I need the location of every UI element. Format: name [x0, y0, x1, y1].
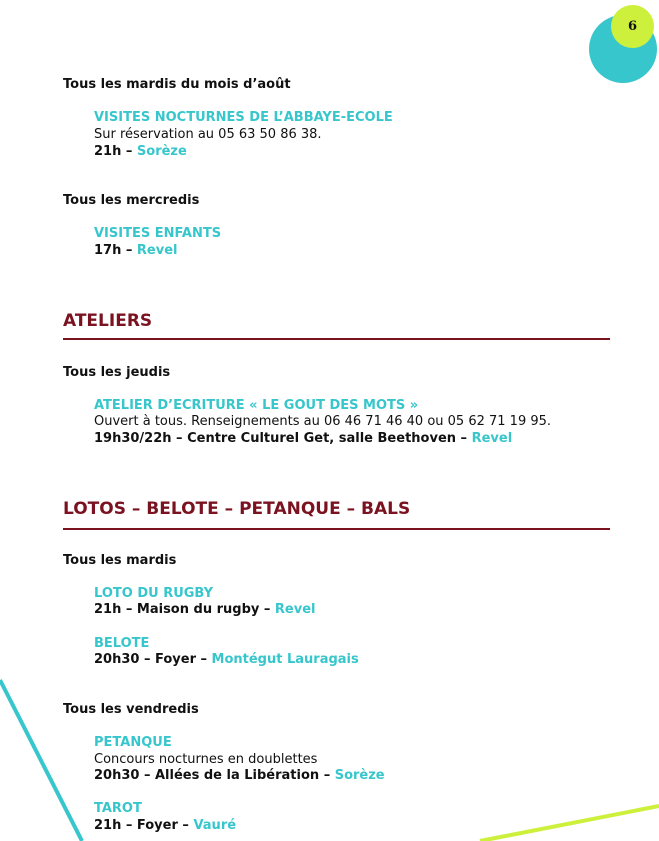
time-text: 17h – — [94, 243, 137, 258]
section-divider — [63, 528, 610, 530]
day-heading: Tous les mercredis — [63, 193, 200, 208]
event-place: Revel — [136, 243, 178, 258]
event-time — [94, 818, 236, 834]
event-place: Montégut Lauragais — [211, 652, 359, 667]
event-title: BELOTE — [94, 636, 150, 651]
time-text: 20h30 – Foyer – — [94, 652, 212, 667]
time-text: 21h – — [94, 144, 137, 159]
day-heading: Tous les mardis — [63, 553, 177, 568]
event-time — [94, 431, 512, 447]
event-time — [94, 602, 315, 618]
event-title: LOTO DU RUGBY — [94, 586, 214, 601]
event-place: Revel — [274, 602, 316, 617]
event-time — [94, 144, 187, 160]
event-place: Revel — [471, 431, 513, 446]
section-heading-ateliers: ATELIERS — [63, 311, 153, 331]
event-title: VISITES NOCTURNES DE L’ABBAYE-ECOLE — [94, 110, 393, 125]
event-note: Ouvert à tous. Renseignements au 06 46 71 46 40 ou 05 62 71 19 95. — [94, 414, 552, 429]
event-title: VISITES ENFANTS — [94, 226, 222, 241]
page-number: 6 — [611, 5, 654, 48]
section-divider — [63, 338, 610, 340]
day-heading: Tous les vendredis — [63, 702, 199, 717]
event-note: Sur réservation au 05 63 50 86 38. — [94, 127, 322, 142]
event-title: PETANQUE — [94, 735, 172, 750]
event-time — [94, 652, 359, 668]
section-heading-lotos: LOTOS – BELOTE – PETANQUE – BALS — [63, 499, 411, 519]
time-text: 20h30 – Allées de la Libération – — [94, 768, 335, 783]
time-text: 19h30/22h – Centre Culturel Get, salle Beethoven – — [94, 431, 472, 446]
event-place: Vauré — [193, 818, 237, 833]
time-text: 21h – Foyer – — [94, 818, 194, 833]
event-title: TAROT — [94, 801, 142, 816]
event-place: Sorèze — [136, 144, 187, 159]
day-heading: Tous les mardis du mois d’août — [63, 77, 291, 92]
event-note: Concours nocturnes en doublettes — [94, 752, 318, 767]
event-title: ATELIER D’ECRITURE « LE GOUT DES MOTS » — [94, 398, 419, 413]
event-place: Sorèze — [334, 768, 385, 783]
time-text: 21h – Maison du rugby – — [94, 602, 275, 617]
event-time — [94, 243, 177, 259]
event-time — [94, 768, 385, 784]
lime-diagonal-line — [480, 806, 659, 841]
day-heading: Tous les jeudis — [63, 365, 171, 380]
